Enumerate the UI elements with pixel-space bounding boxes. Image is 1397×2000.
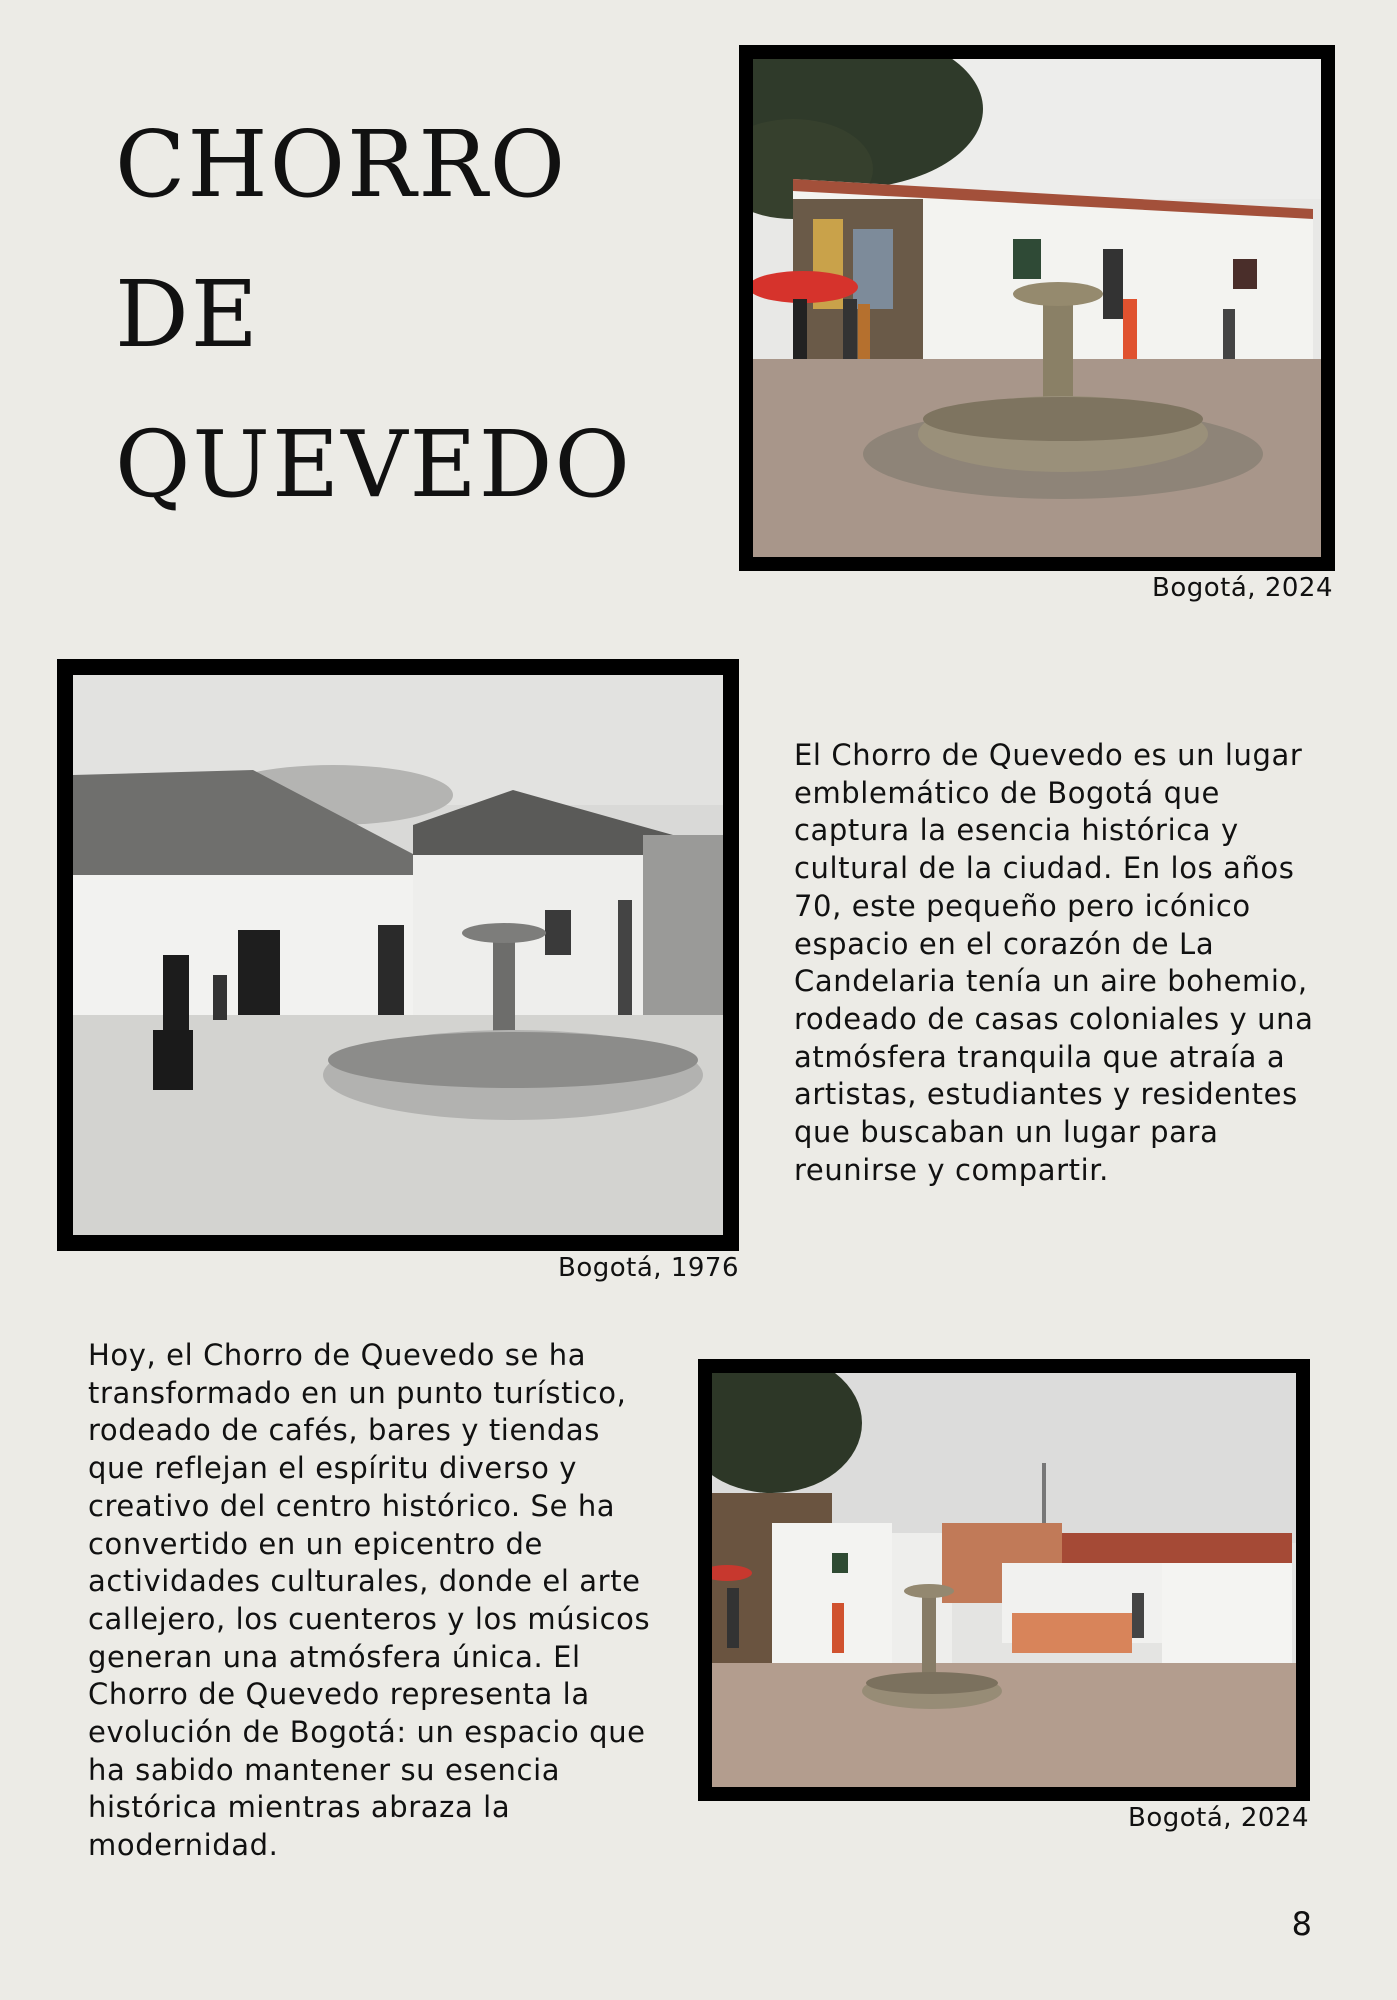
photo-fountain-2024-top (753, 59, 1321, 557)
photo-top-caption: Bogotá, 2024 (1152, 573, 1333, 603)
photo-fountain-1976 (73, 675, 723, 1235)
page-number: 8 (1291, 1905, 1312, 1943)
title-line-3: QUEVEDO (115, 411, 632, 518)
title-line-2: DE (115, 261, 260, 368)
title-line-1: CHORRO (115, 111, 568, 218)
paragraph-history: El Chorro de Quevedo es un lugar emblemático de Bogotá que captura la esencia histórica y cultural de la ciudad. En los años 70, este pequeño pero icónico espacio en el corazón de La Candelaria tenía un aire bohemio, rodeado de casas coloniales y una atmósfera tranquila que atraía a artistas, estudiantes y residentes que buscaban un lugar para reunirse y compartir. (794, 738, 1314, 1187)
page-title (115, 90, 632, 540)
photo-middle-frame (57, 659, 739, 1251)
photo-bottom-caption: Bogotá, 2024 (1128, 1803, 1309, 1833)
photo-bottom-frame (698, 1359, 1310, 1801)
photo-fountain-2024-bottom (712, 1373, 1296, 1787)
paragraph-today: Hoy, el Chorro de Quevedo se ha transformado en un punto turístico, rodeado de cafés, bares y tiendas que reflejan el espíritu diverso y creativo del centro histórico. Se ha convertido en un epicentro de actividades culturales, donde el arte callejero, los cuenteros y los músicos generan una atmósfera única. El Chorro de Quevedo representa la evolución de Bogotá: un espacio que ha sabido mantener su esencia histórica mientras abraza la modernidad. (88, 1338, 651, 1863)
photo-top-frame (739, 45, 1335, 571)
photo-middle-caption: Bogotá, 1976 (558, 1253, 739, 1283)
